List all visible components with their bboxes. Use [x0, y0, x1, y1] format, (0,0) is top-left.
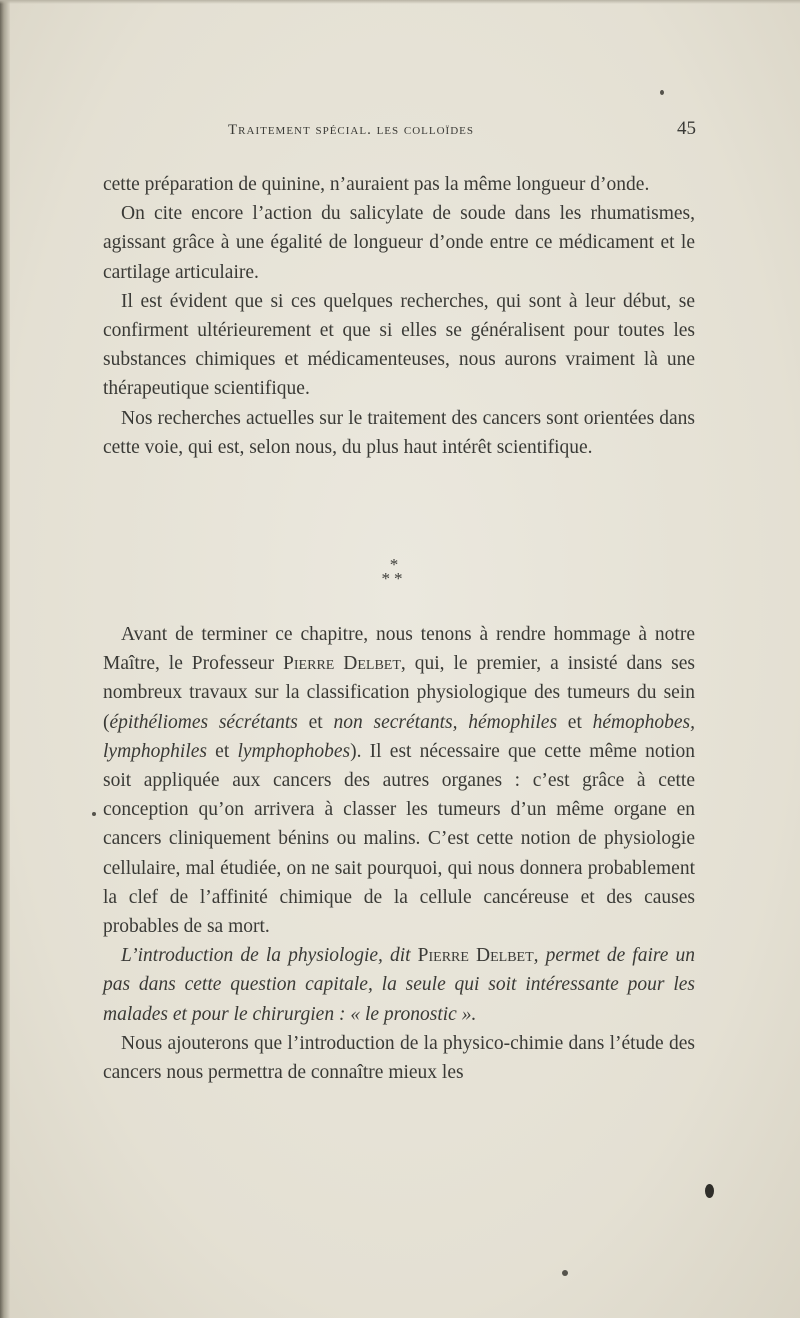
italic-term: hémophobes, lymphophiles — [103, 711, 696, 762]
ink-speck — [92, 812, 96, 816]
italic-term: épithéliomes sécrétants — [109, 711, 298, 733]
ink-speck — [705, 1184, 714, 1198]
text-run: ). Il est nécessaire que cette même notion soit appliquée aux cancers des autres organes : c’est grâce à cette conception qu’on arrivera à classer les tumeurs d’un même organe en cancers cliniquement bénins ou malins. C’est cette notion de physiologie cellulaire, mal étudiée, on ne sait pourquoi, qui nous donnera probablement la clef de l’affinité chimique de la cellule cancéreuse et des causes probables de sa mort. — [103, 740, 695, 938]
paragraph-continuation: cette préparation de quinine, n’auraient pas la même longueur d’onde. — [103, 174, 650, 195]
page-header — [228, 118, 696, 146]
paragraph-recherches: Nos recherches actuelles sur le traitement des cancers sont orientées dans cette voie, qui est, selon nous, du plus haut intérêt scientifique. — [103, 407, 695, 458]
text-run: et — [297, 711, 334, 733]
paragraph-hommage — [103, 620, 695, 941]
paragraph-quote — [103, 941, 695, 1029]
paragraph-evident: Il est évident que si ces quelques recherches, qui sont à leur début, se confirment ultérieurement et que si elles se généralisent pour toutes les substances chimiques et médicamenteuses, nous aurons vraiment là une thérapeutique scientifique. — [103, 290, 695, 400]
author-name: Pierre Delbet — [283, 653, 401, 675]
page-number: 45 — [677, 118, 696, 139]
asterism-top: * — [389, 555, 399, 574]
text-block-bottom — [103, 620, 695, 1087]
author-name: Pierre Delbet — [417, 945, 534, 967]
quote-italic: , permet de faire un pas dans cette question capitale, la seule qui soit intéressante pour les malades et pour le chirurgien : « le pronostic ». — [103, 945, 695, 1025]
text-run: et — [206, 740, 238, 762]
text-block-top — [103, 170, 695, 462]
text-run: , qui, le premier, a insisté dans ses nombreux travaux sur la classification physiologique des tumeurs du sein ( — [103, 653, 695, 733]
italic-term: non secrétants, hémophiles — [333, 711, 558, 733]
section-separator-asterism — [374, 555, 414, 588]
italic-term: lymphophobes — [237, 740, 351, 762]
ink-speck — [660, 90, 664, 95]
page-binding-edge — [0, 0, 10, 1318]
paragraph-salicylate: On cite encore l’action du salicylate de soude dans les rhumatismes, agissant grâce à une égalité de longueur d’onde entre ce médicament et le cartilage articulaire. — [103, 203, 695, 283]
text-run: et — [557, 711, 593, 733]
running-title: Traitement spécial. les colloïdes — [228, 122, 474, 138]
text-run: Avant de terminer ce chapitre, nous tenons à rendre hommage à notre Maître, le Professeur — [103, 624, 695, 675]
ink-speck — [562, 1270, 568, 1276]
asterism-bottom: ** — [381, 569, 407, 588]
paragraph-physico-chimie: Nous ajouterons que l’introduction de la physico-chimie dans l’étude des cancers nous permettra de connaître mieux les — [103, 1032, 695, 1084]
page-top-edge — [0, 0, 800, 4]
quote-italic: L’introduction de la physiologie, dit — [121, 945, 418, 967]
